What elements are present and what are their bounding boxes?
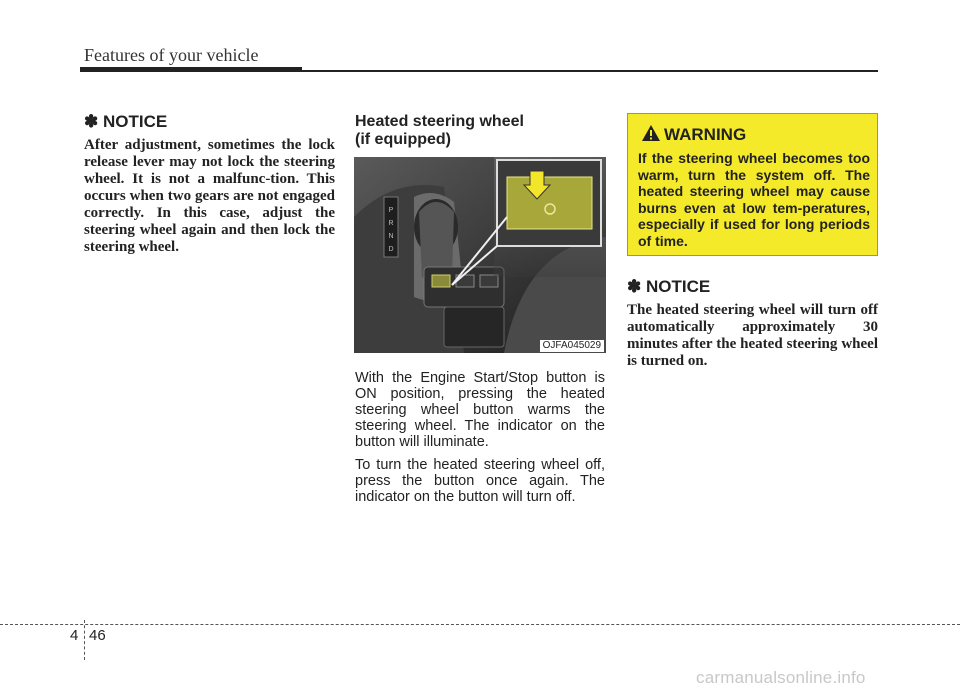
footer-divider bbox=[84, 620, 85, 660]
heated-wheel-body bbox=[355, 370, 605, 505]
chapter-number: 4 bbox=[70, 627, 79, 644]
warning-text: If the steering wheel becomes too warm, turn the system off. The heated steering wheel may cause burns even at low tem-peratures, especially if used for long periods of time. bbox=[638, 150, 870, 249]
console-illustration bbox=[354, 157, 606, 353]
heated-wheel-section-heading bbox=[355, 113, 605, 149]
image-code-label: OJFA045029 bbox=[540, 340, 604, 352]
warning-title: WARNING bbox=[664, 125, 747, 144]
notice-text: The heated steering wheel will turn off automatically approximately 30 minutes after the heated steering wheel is turned on. bbox=[627, 302, 878, 369]
section-title-line1: Heated steering wheel bbox=[355, 113, 524, 130]
body-paragraph-2: To turn the heated steering wheel off, press the button once again. The indicator on the button will turn off. bbox=[355, 457, 605, 505]
page-header-title: Features of your vehicle bbox=[84, 45, 259, 65]
right-notice bbox=[627, 277, 878, 370]
header-rule-thick bbox=[80, 67, 302, 72]
notice-heading: ✽ NOTICE bbox=[627, 277, 711, 296]
footer-rule bbox=[0, 624, 960, 625]
svg-text:R: R bbox=[388, 220, 394, 227]
console-photo bbox=[354, 157, 606, 353]
watermark: carmanualsonline.info bbox=[696, 668, 866, 687]
header-rule-thin bbox=[302, 70, 878, 72]
svg-text:D: D bbox=[388, 246, 394, 253]
notice-heading: ✽ NOTICE bbox=[84, 112, 168, 131]
left-notice bbox=[84, 112, 335, 256]
notice-text: After adjustment, sometimes the lock release lever may not lock the steering wheel. It is not a malfunc-tion. This occurs when two gears are not engaged correctly. In this case, adjust the steering wheel again and then lock the steering wheel. bbox=[84, 137, 335, 255]
page-number: 46 bbox=[89, 627, 106, 644]
svg-text:N: N bbox=[388, 233, 394, 240]
svg-text:P: P bbox=[388, 207, 394, 214]
warning-box bbox=[627, 113, 878, 256]
warning-triangle-icon bbox=[641, 124, 661, 142]
section-title-line2: (if equipped) bbox=[355, 131, 451, 148]
body-paragraph-1: With the Engine Start/Stop button is ON position, pressing the heated steering wheel button warms the steering wheel. The indicator on the button will illuminate. bbox=[355, 370, 605, 450]
